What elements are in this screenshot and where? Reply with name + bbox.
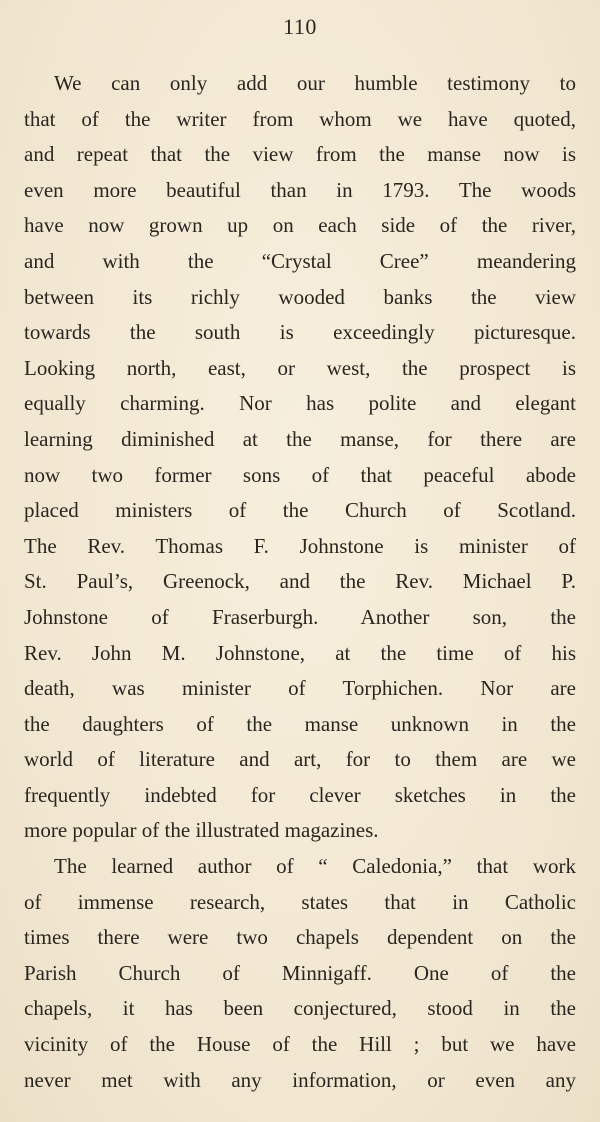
text-line: The learned author of “ Caledonia,” that work [54,854,576,879]
text-line: Looking north, east, or west, the prospect is [24,355,576,380]
text-line: the daughters of the manse unknown in the [24,711,576,736]
text-line: now two former sons of that peaceful abode [24,462,576,487]
text-line: Rev. John M. Johnstone, at the time of his [24,640,576,665]
text-line: We can only add our humble testimony to [54,71,576,95]
text-line: even more beautiful than in 1793. The woods [24,177,576,202]
text-line: that of the writer from whom we have quoted, [24,106,576,131]
text-line: and repeat that the view from the manse now is [24,142,576,167]
body-text [24,66,576,1098]
text-line: between its richly wooded banks the view [24,284,576,309]
text-line: of immense research, states that in Catholic [24,889,576,914]
text-line: learning diminished at the manse, for there are [24,426,576,451]
text-line: towards the south is exceedingly picturesque. [24,320,576,345]
text-line: times there were two chapels dependent on the [24,925,576,950]
text-line: and with the “Crystal Cree” meandering [24,248,576,273]
page-number: 110 [283,14,317,39]
text-line: world of literature and art, for to them are we [24,747,576,772]
text-line: chapels, it has been conjectured, stood in the [24,996,576,1021]
text-line: placed ministers of the Church of Scotland. [24,498,576,523]
text-line: Parish Church of Minnigaff. One of the [24,960,576,985]
text-line: have now grown up on each side of the river, [24,213,576,238]
text-line: The Rev. Thomas F. Johnstone is minister of [24,533,576,558]
text-line: equally charming. Nor has polite and elegant [24,391,576,416]
text-line: St. Paul’s, Greenock, and the Rev. Michael P. [24,569,576,594]
text-line: Johnstone of Fraserburgh. Another son, the [24,604,576,629]
text-line: never met with any information, or even any [24,1067,576,1092]
text-line: death, was minister of Torphichen. Nor are [24,676,576,701]
text-line: more popular of the illustrated magazines. [24,818,379,843]
text-line: frequently indebted for clever sketches in the [24,782,576,807]
text-line: vicinity of the House of the Hill ; but we have [24,1032,576,1057]
